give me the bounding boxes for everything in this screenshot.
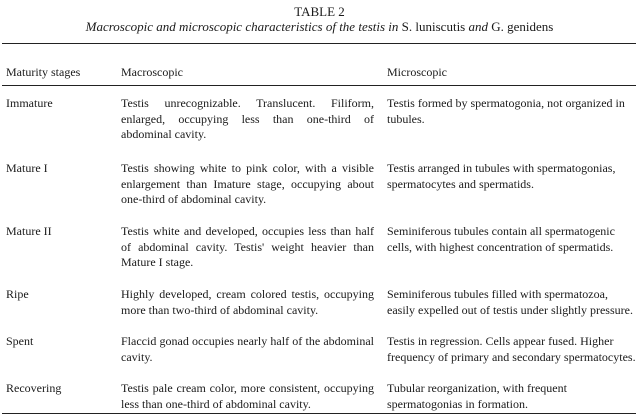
row-immature-macroscopic: Testis unrecognizable. Translucent. Filiform, enlarged, occupying less than one-third of abdominal cavity. xyxy=(121,96,374,141)
caption-and: and xyxy=(468,19,488,34)
row-immature-stage: Immature xyxy=(6,96,53,110)
header-rule xyxy=(2,85,636,86)
row-ripe-macroscopic: Highly developed, cream colored testis, occupying more than two-third of abdominal cavity. xyxy=(121,287,374,317)
row-ripe-stage: Ripe xyxy=(6,287,29,301)
top-rule xyxy=(2,43,636,44)
row-mature-i-macroscopic: Testis showing white to pink color, with a visible enlargement than Imature stage, occupying about one-third of abdominal cavity. xyxy=(121,161,374,206)
row-ripe-microscopic: Seminiferous tubules filled with spermatozoa, easily expelled out of testis under slightly pressure. xyxy=(387,287,633,317)
species-name-1: S. luniscutis xyxy=(401,19,466,34)
table-caption xyxy=(0,19,639,34)
row-recovering-microscopic: Tubular reorganization, with frequent spermatogonias in formation. xyxy=(387,381,567,411)
row-mature-ii-microscopic: Seminiferous tubules contain all spermatogenic cells, with highest concentration of spermatids. xyxy=(387,224,615,254)
row-immature-microscopic: Testis formed by spermatogonia, not organized in tubules. xyxy=(387,96,625,126)
row-spent-macroscopic: Flaccid gonad occupies nearly half of the abdominal cavity. xyxy=(121,334,374,364)
row-recovering-macroscopic: Testis pale cream color, more consistent, occupying less than one-third of abdominal cavity. xyxy=(121,381,374,411)
row-recovering-stage: Recovering xyxy=(6,381,62,395)
header-microscopic: Microscopic xyxy=(387,65,447,79)
caption-prefix: Macroscopic and microscopic characteristics of the testis in xyxy=(85,19,399,34)
row-mature-i-microscopic: Testis arranged in tubules with spermatogonias, spermatocytes and spermatids. xyxy=(387,161,616,191)
species-name-2: G. genidens xyxy=(491,19,554,34)
table-title: TABLE 2 xyxy=(294,4,345,19)
row-spent-stage: Spent xyxy=(6,334,34,348)
row-mature-ii-macroscopic: Testis white and developed, occupies less than half of abdominal cavity. Testis' weight heavier than Mature I stage. xyxy=(121,224,374,269)
bottom-rule xyxy=(2,413,636,414)
row-mature-ii-stage: Mature II xyxy=(6,224,52,238)
header-maturity-stages: Maturity stages xyxy=(6,65,81,79)
row-mature-i-stage: Mature I xyxy=(6,161,48,175)
header-macroscopic: Macroscopic xyxy=(121,65,183,79)
row-spent-microscopic: Testis in regression. Cells appear fused. Higher frequency of primary and secondary spermatocytes. xyxy=(387,334,636,364)
